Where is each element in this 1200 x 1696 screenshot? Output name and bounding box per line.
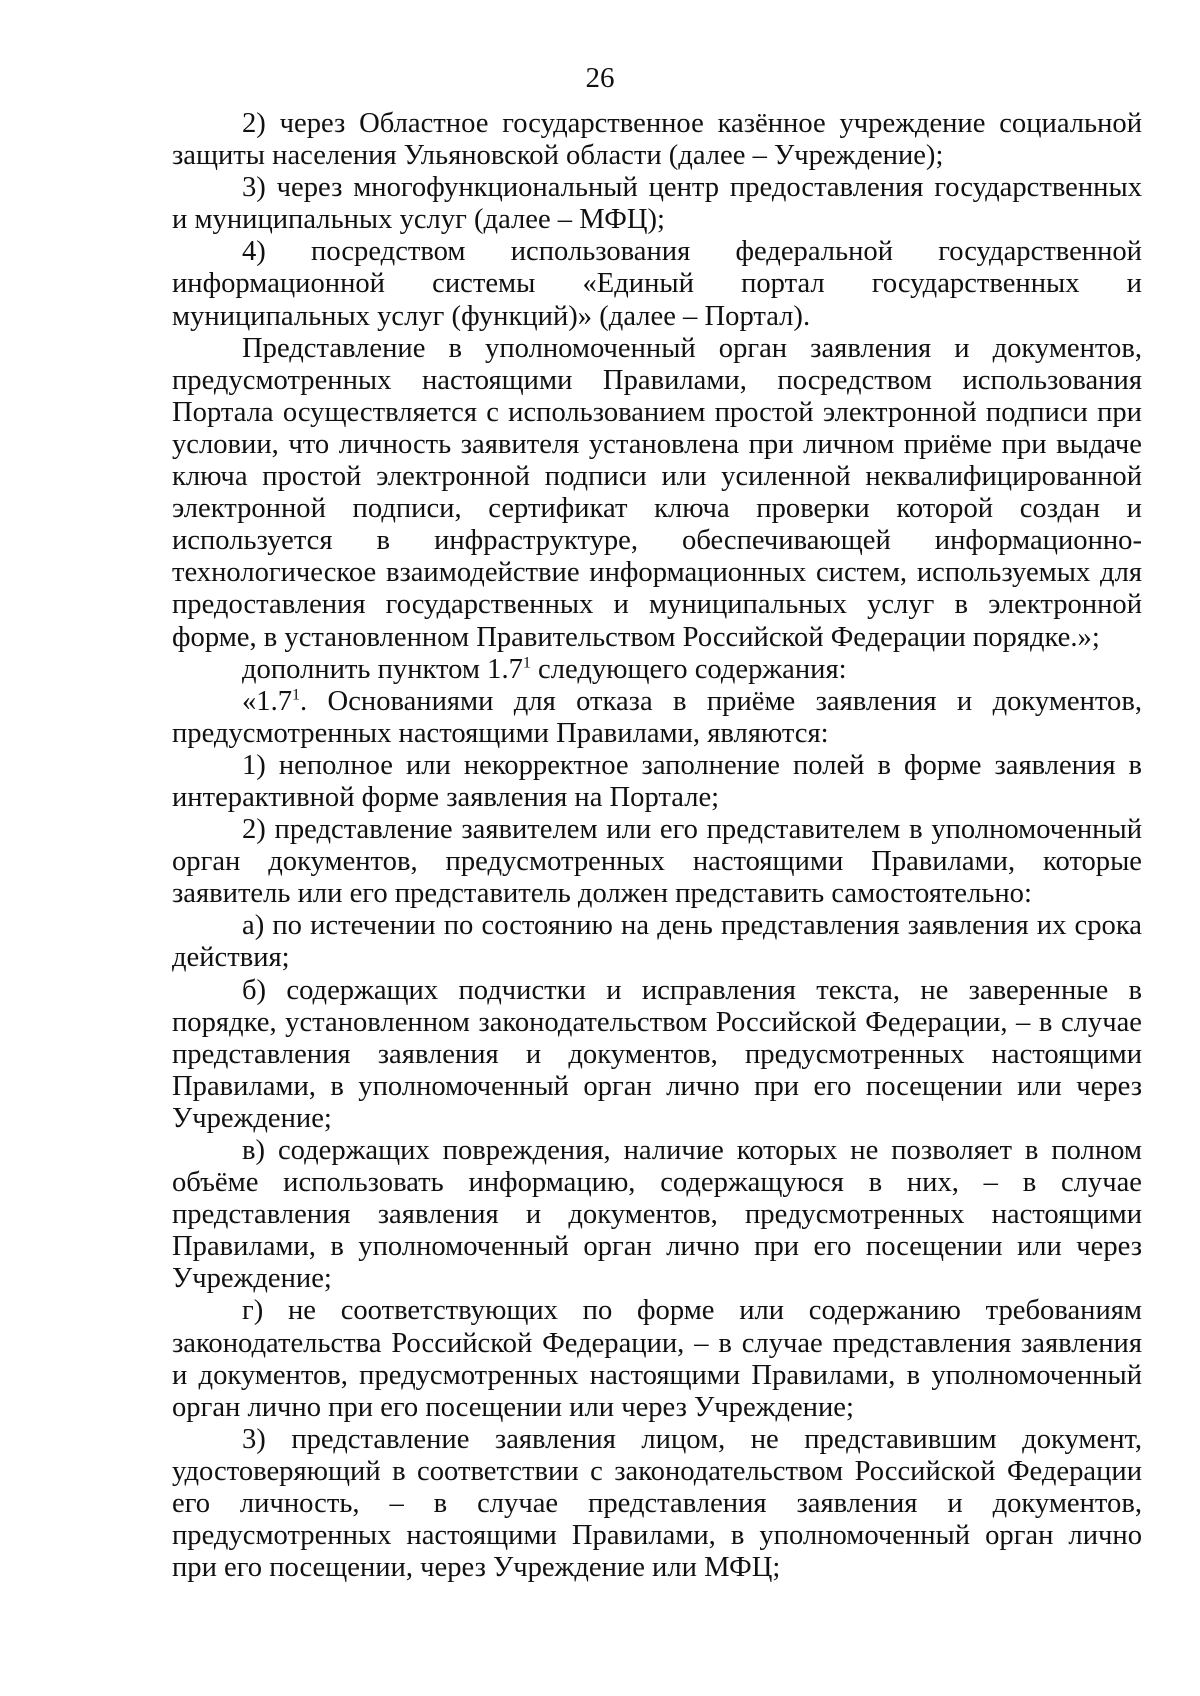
- paragraph-item-2: 2) через Областное государственное казённое учреждение социальной защиты населения Ульяновской области (далее – Учреждение);: [172, 108, 1142, 172]
- refusal-subitem-a: а) по истечении по состоянию на день представления заявления их срока действия;: [172, 910, 1142, 974]
- new-point-text: . Основаниями для отказа в приёме заявления и документов, предусмотренных настоящими Правилами, являются:: [172, 685, 1142, 749]
- new-point-heading: [172, 686, 1142, 750]
- amendment-instruction: [172, 654, 1142, 686]
- refusal-item-3: 3) представление заявления лицом, не представившим документ, удостоверяющий в соответствии с законодательством Российской Федерации его личность, – в случае представления заявления и документов, предусмотренных настоящими Правилами, в уполномоченный орган лично при его посещении, через Учреждение или МФЦ;: [172, 1423, 1142, 1584]
- new-point-number: «1.7: [242, 685, 293, 717]
- amendment-text-after: следующего содержания:: [530, 653, 847, 685]
- paragraph-item-3: 3) через многофункциональный центр предоставления государственных и муниципальных услуг (далее – МФЦ);: [172, 172, 1142, 236]
- refusal-item-2: 2) представление заявителем или его представителем в уполномоченный орган документов, предусмотренных настоящими Правилами, которые заявитель или его представитель должен представить самостоятельно:: [172, 814, 1142, 910]
- refusal-subitem-g: г) не соответствующих по форме или содержанию требованиям законодательства Российской Федерации, – в случае представления заявления и документов, предусмотренных настоящими Правилами, в уполномоченный орган лично при его посещении или через Учреждение;: [172, 1295, 1142, 1423]
- refusal-subitem-b: б) содержащих подчистки и исправления текста, не заверенные в порядке, установленном законодательством Российской Федерации, – в случае представления заявления и документов, предусмотренных настоящими Правилами, в уполномоченный орган лично при его посещении или через Учреждение;: [172, 974, 1142, 1134]
- amendment-text-before: дополнить пунктом 1.7: [242, 653, 523, 685]
- paragraph-portal-signature: Представление в уполномоченный орган заявления и документов, предусмотренных настоящими Правилами, посредством использования Портала осуществляется с использованием простой электронной подписи при условии, что личность заявителя установлена при личном приёме при выдаче ключа простой электронной подписи или усиленной неквалифицированной электронной подписи, сертификат ключа проверки которой создан и используется в инфраструктуре, обеспечивающей информационно-технологическое взаимодействие информационных систем, используемых для предоставления государственных и муниципальных услуг в электронной форме, в установленном Правительством Российской Федерации порядке.»;: [172, 332, 1142, 653]
- refusal-subitem-v: в) содержащих повреждения, наличие которых не позволяет в полном объёме использовать информацию, содержащуюся в них, – в случае представления заявления и документов, предусмотренных настоящими Правилами, в уполномоченный орган лично при его посещении или через Учреждение;: [172, 1135, 1142, 1295]
- document-body: [172, 108, 1142, 1584]
- new-point-superscript: 1: [292, 686, 301, 704]
- paragraph-item-4: 4) посредством использования федеральной государственной информационной системы «Единый портал государственных и муниципальных услуг (функций)» (далее – Портал).: [172, 236, 1142, 332]
- refusal-item-1: 1) неполное или некорректное заполнение полей в форме заявления в интерактивной форме заявления на Портале;: [172, 749, 1142, 813]
- amendment-superscript: 1: [522, 654, 531, 672]
- page-number: 26: [585, 62, 615, 94]
